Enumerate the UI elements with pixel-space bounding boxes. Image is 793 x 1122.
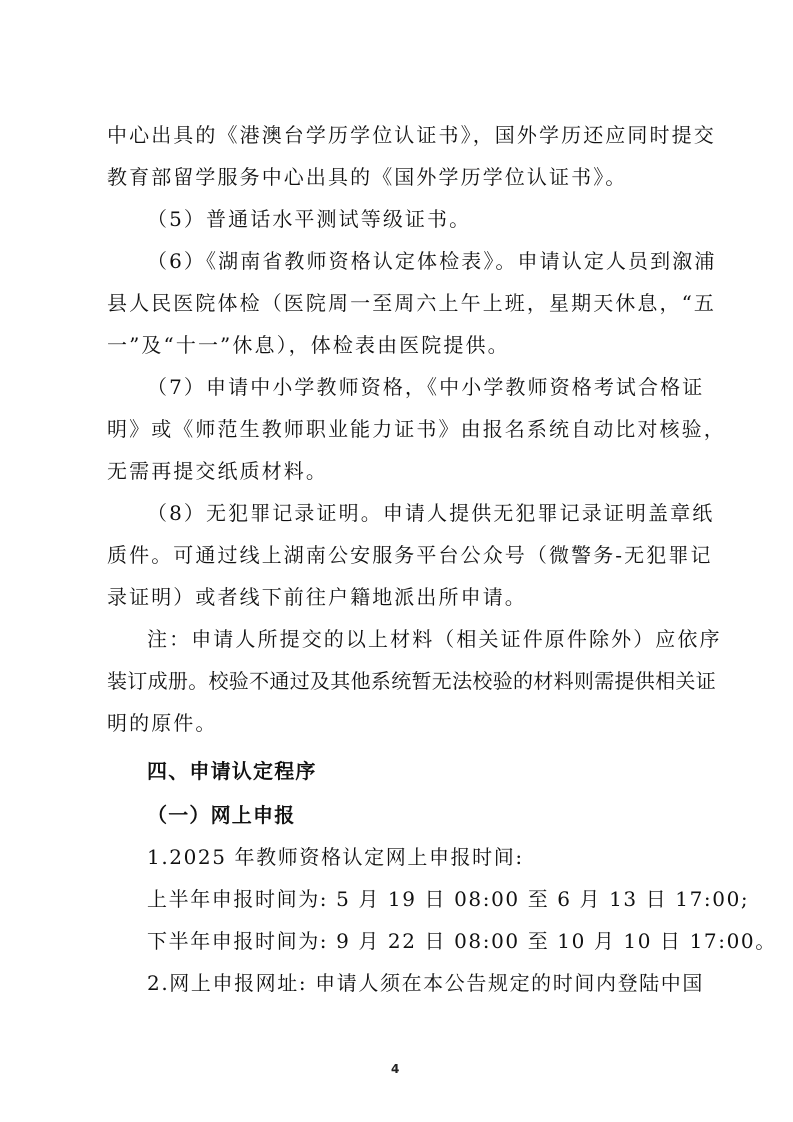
list-item: （7）申请中小学教师资格，《中小学教师资格考试合格证: [147, 375, 705, 399]
section-heading: 四、申请认定程序: [147, 759, 317, 783]
text-line: 质件。可通过线上湖南公安服务平台公众号（微警务-无犯罪记: [107, 543, 713, 567]
list-item: 2.网上申报网址: 申请人须在本公告规定的时间内登陆中国: [147, 971, 704, 995]
note-line: 明的原件。: [107, 711, 218, 735]
list-item: 1.2025 年教师资格认定网上申报时间:: [147, 845, 524, 869]
text-line: 中心出具的《港澳台学历学位认证书》，国外学历还应同时提交: [107, 123, 716, 147]
text-line: 明》或《师范生教师职业能力证书》由报名系统自动比对核验，: [107, 417, 726, 441]
list-item: （8）无犯罪记录证明。申请人提供无犯罪记录证明盖章纸: [147, 501, 715, 525]
text-line: 县人民医院体检（医院周一至周六上午上班，星期天休息，“五: [107, 291, 717, 315]
subsection-heading: （一）网上申报: [147, 803, 296, 827]
text-line: 一”及“十一”休息），体检表由医院提供。: [107, 333, 510, 357]
list-item: （6）《湖南省教师资格认定体检表》。申请认定人员到溆浦: [147, 249, 717, 273]
text-line: 教育部留学服务中心出具的《国外学历学位认证书》。: [107, 165, 628, 189]
text-line: 录证明）或者线下前往户籍地派出所申请。: [107, 585, 527, 609]
list-item: （5）普通话水平测试等级证书。: [147, 207, 472, 231]
schedule-line: 上半年申报时间为: 5 月 19 日 08:00 至 6 月 13 日 17:00;: [147, 887, 750, 911]
note-line: 装订成册。校验不通过及其他系统暂无法校验的材料则需提供相关证: [107, 669, 716, 693]
page-number: 4: [391, 1062, 400, 1076]
note-line: 注：申请人所提交的以上材料（相关证件原件除外）应依序: [147, 627, 722, 651]
text-line: 无需再提交纸质材料。: [107, 459, 328, 483]
schedule-line: 下半年申报时间为: 9 月 22 日 08:00 至 10 月 10 日 17:00。: [147, 929, 777, 953]
